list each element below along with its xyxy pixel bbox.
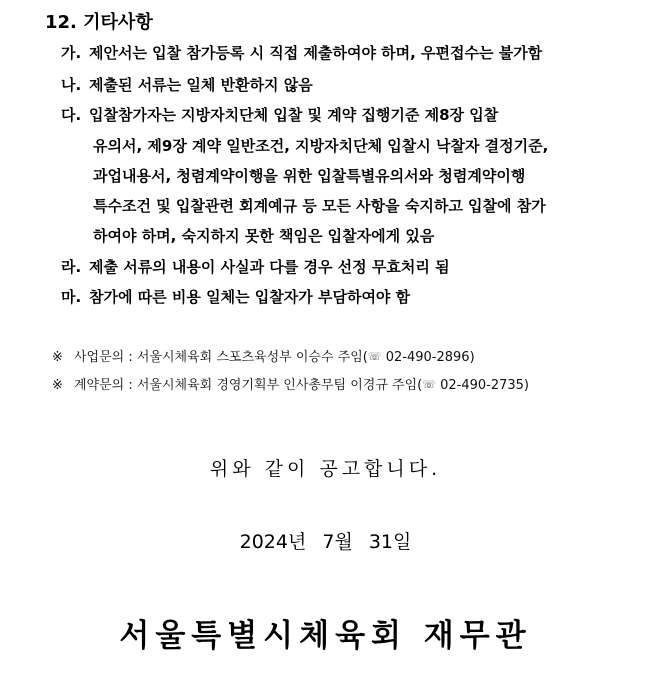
list-item-na	[61, 74, 313, 95]
phone-icon: ☏	[422, 378, 436, 391]
item-text: 참가에 따른 비용 일체는 입찰자가 부담하여야 함	[89, 288, 411, 306]
section-title: 12. 기타사항	[45, 12, 153, 33]
item-continuation: 유의서, 제9장 계약 일반조건, 지방자치단체 입찰시 낙찰자 결정기준,	[93, 137, 549, 155]
item-marker: 마.	[61, 288, 82, 306]
item-marker: 다.	[61, 106, 82, 124]
contact-phone: 02-490-2896)	[381, 350, 475, 365]
item-continuation: 과업내용서, 청렴계약이행을 위한 입찰특별유의서와 청렴계약이행	[93, 167, 526, 185]
list-item-ma	[61, 286, 410, 307]
item-continuation: 하여야 하며, 숙지하지 못한 책임은 입찰자에게 있음	[93, 227, 435, 245]
item-marker: 나.	[61, 76, 82, 94]
contact-contract	[52, 374, 529, 393]
item-text: 입찰참가자는 지방자치단체 입찰 및 계약 집행기준 제8장 입찰	[89, 106, 499, 124]
phone-icon: ☏	[367, 350, 382, 363]
item-text: 제출 서류의 내용이 사실과 다를 경우 선정 무효처리 됨	[89, 258, 450, 276]
item-marker: 가.	[61, 44, 82, 62]
announcement: 위와 같이 공고합니다.	[209, 458, 442, 480]
item-marker: 라.	[61, 258, 82, 276]
item-continuation: 특수조건 및 입찰관련 회계예규 등 모든 사항을 숙지하고 입찰에 참가	[93, 197, 546, 215]
note-marker: ※	[52, 350, 63, 365]
signature: 서울특별시체육회 재무관	[119, 618, 532, 654]
item-text: 제출된 서류는 일체 반환하지 않음	[89, 76, 313, 94]
list-item-ga	[61, 42, 542, 63]
note-marker: ※	[52, 378, 63, 393]
contact-phone: 02-490-2735)	[435, 378, 529, 393]
notice-date: 2024년 7월 31일	[239, 531, 412, 553]
list-item-da	[61, 104, 498, 125]
contact-text: 사업문의 : 서울시체육회 스포츠육성부 이승수 주임(	[74, 350, 368, 365]
contact-text: 계약문의 : 서울시체육회 경영기획부 인사총무팀 이경규 주임(	[74, 378, 423, 393]
item-text: 제안서는 입찰 참가등록 시 직접 제출하여야 하며, 우편접수는 불가함	[89, 44, 543, 62]
contact-business	[52, 346, 475, 365]
list-item-ra	[61, 256, 450, 277]
